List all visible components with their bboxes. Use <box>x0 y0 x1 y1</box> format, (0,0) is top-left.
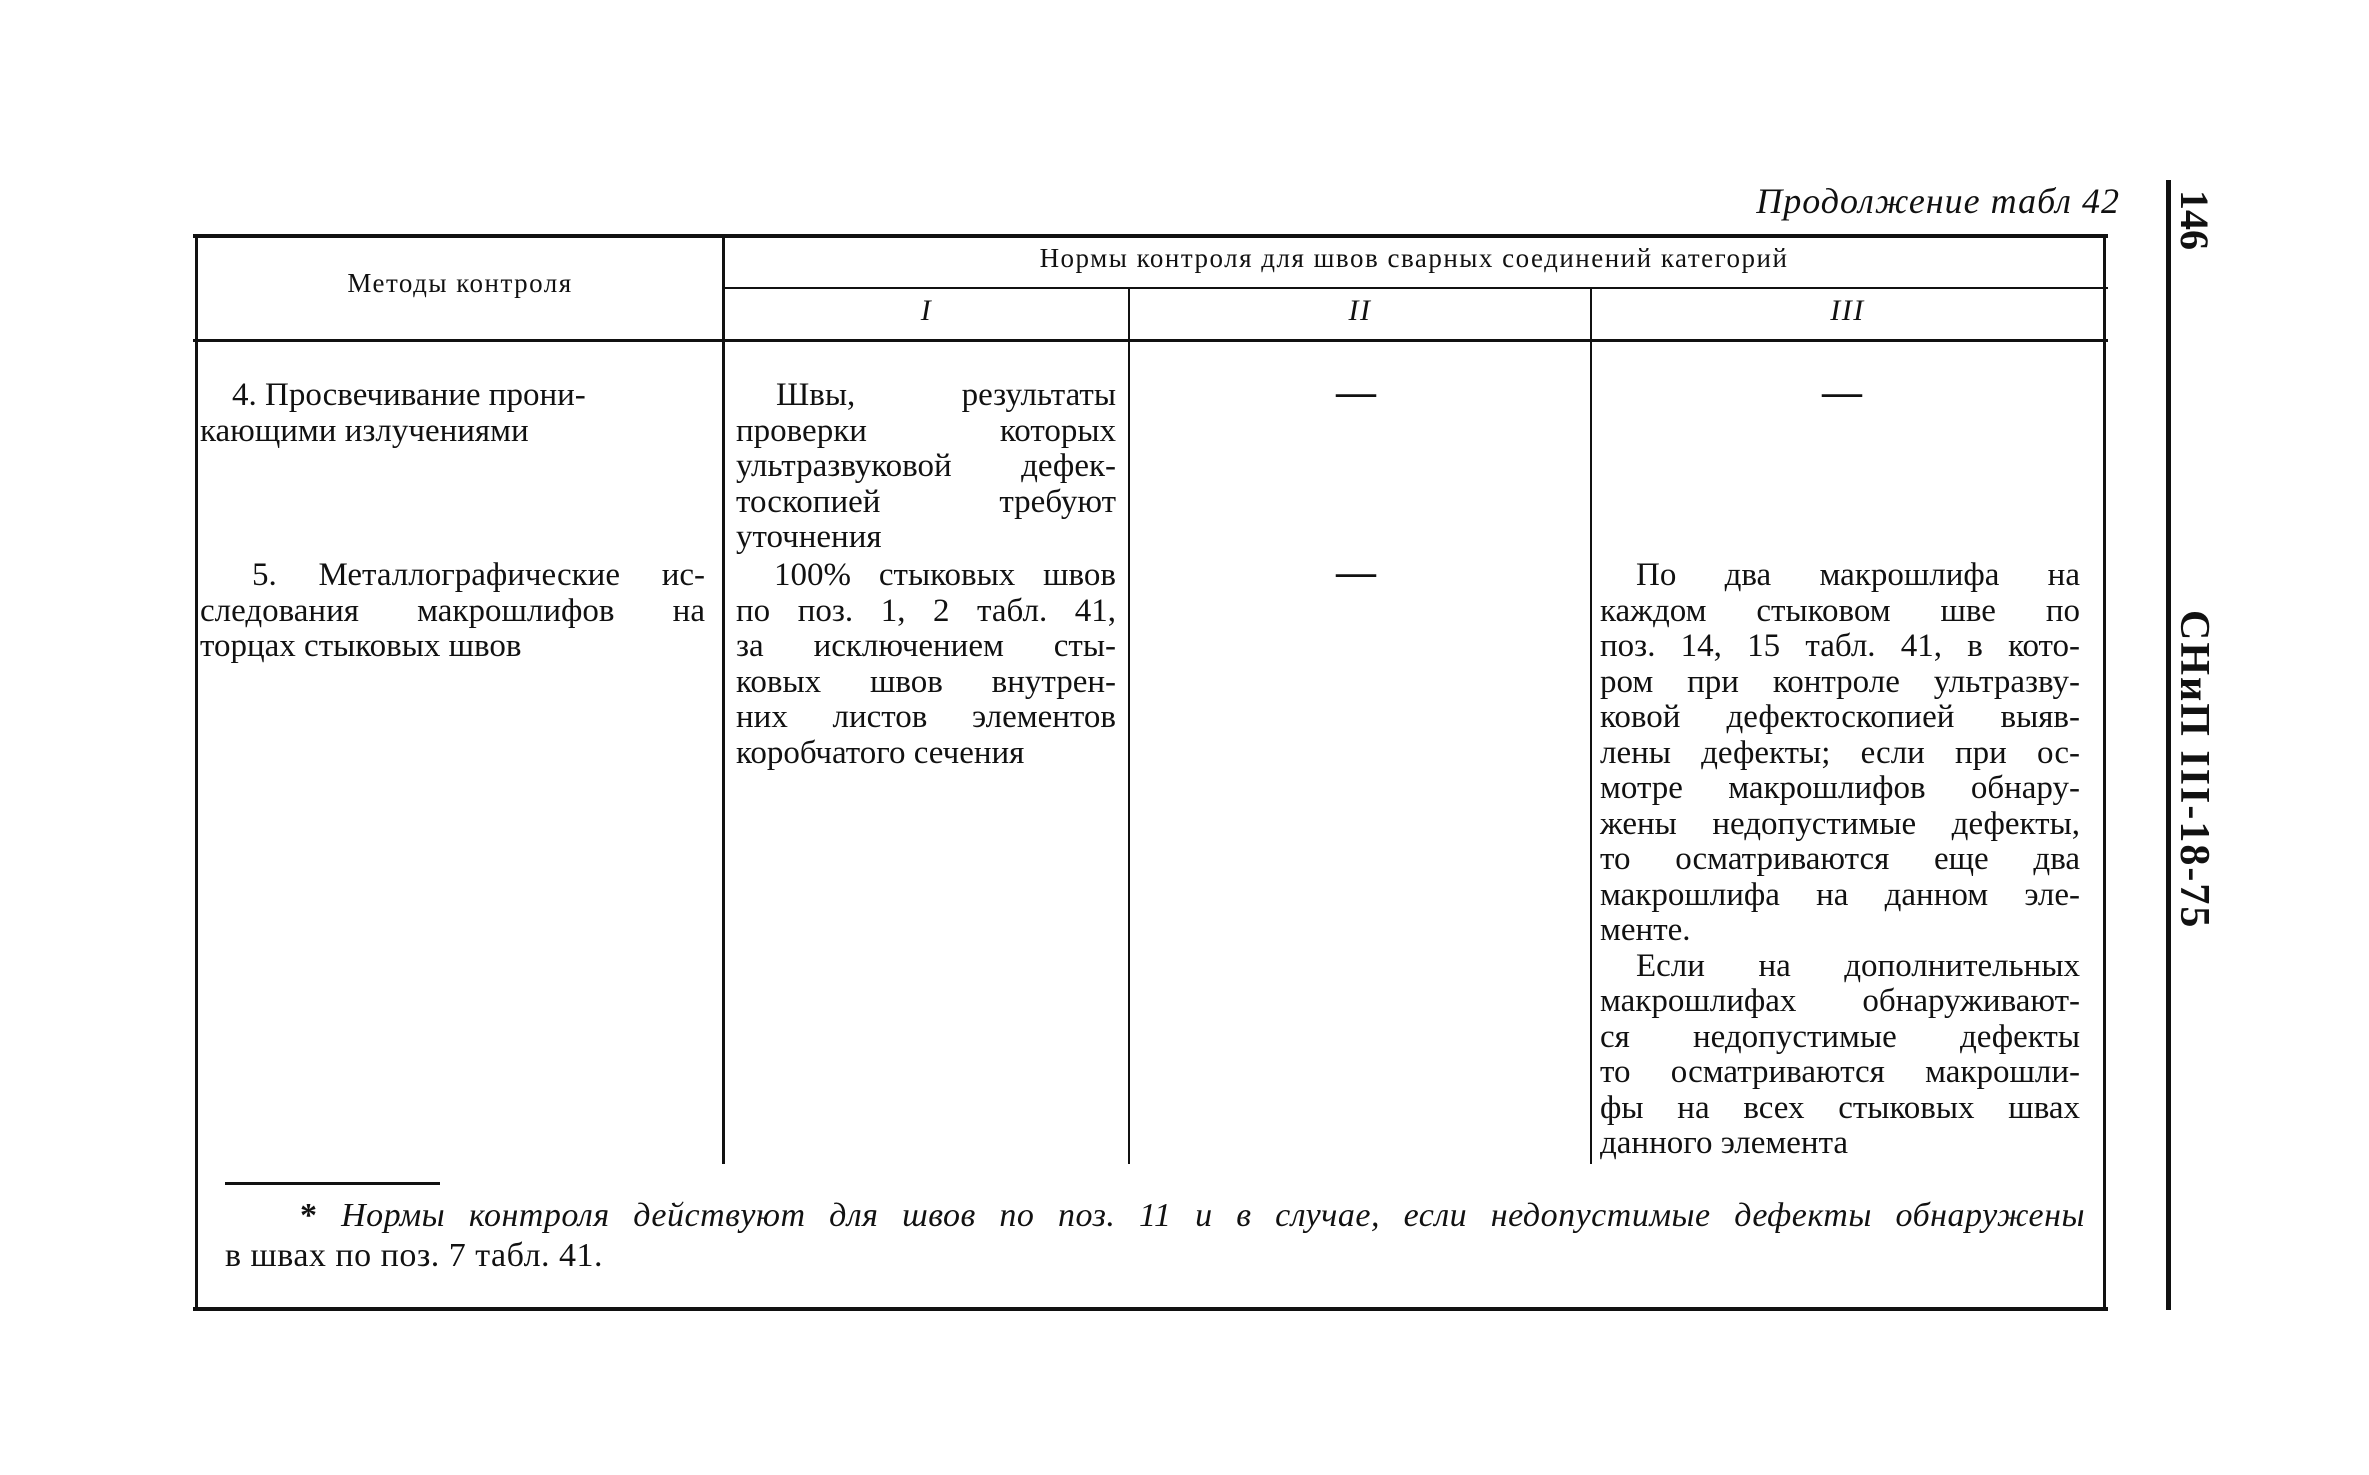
row5-method-line: 5. Металлографические ис- <box>252 557 705 593</box>
table-footnote <box>225 1196 2085 1276</box>
row5-cat-III-line: мотре макрошлифов обнару- <box>1600 770 2080 806</box>
header-norms-group: Нормы контроля для швов сварных соединений категорий <box>1039 243 1789 273</box>
table-left-border <box>195 234 198 1310</box>
header-bottom-border <box>193 339 2108 342</box>
row5-cat-I-line: них листов элементов <box>736 699 1116 735</box>
table-top-border <box>193 234 2108 238</box>
row4-category-I <box>736 378 1116 556</box>
row4-method-line: кающими излучениями <box>200 412 529 449</box>
row5-cat-III-paragraph-1 <box>1600 558 2080 949</box>
column-divider-I <box>1128 289 1130 1164</box>
row5-cat-I-line: коробчатого сечения <box>736 734 1025 771</box>
row5-method-line: следования макрошлифов на <box>200 592 705 629</box>
row5-method-line: торцах стыковых швов <box>200 628 522 664</box>
row5-cat-III-line: ковой дефектоскопией выяв- <box>1600 699 2080 735</box>
row5-cat-I-line: по поз. 1, 2 табл. 41, <box>736 592 1116 629</box>
standard-code: СНиП III-18-75 <box>2171 610 2217 930</box>
row5-cat-III-line: ся недопустимые дефекты <box>1600 1018 2080 1055</box>
row5-category-II-dash: — <box>1336 549 1376 594</box>
row5-cat-III-line: макрошлифах обнаруживают- <box>1600 983 2080 1019</box>
row5-category-III <box>1600 558 2080 1162</box>
row5-cat-I-line: 100% стыковых швов <box>774 557 1116 593</box>
row5-cat-III-line: то осматриваются макрошли- <box>1600 1054 2080 1090</box>
footnote-marker: * <box>300 1197 318 1234</box>
row4-category-III-dash: — <box>1822 369 1862 414</box>
row5-cat-III-line: лены дефекты; если при ос- <box>1600 734 2080 771</box>
footnote-italic-text: Нормы контроля действуют для швов по поз. 11 и в случае, если недопустимые дефекты обнаружены <box>341 1197 2085 1234</box>
row5-cat-III-line: поз. 14, 15 табл. 41, в кото- <box>1600 628 2080 664</box>
row4-cat-I-line: ультразвуковой дефек- <box>736 448 1116 484</box>
row5-cat-I-line: ковых швов внутрен- <box>736 663 1116 700</box>
row5-cat-III-line: фы на всех стыковых швах <box>1600 1089 2080 1126</box>
header-methods: Методы контроля <box>347 268 573 298</box>
header-category-II: II <box>1348 294 1372 327</box>
row5-cat-III-line: макрошлифа на данном эле- <box>1600 876 2080 913</box>
column-divider-method <box>722 234 725 1164</box>
row4-cat-I-line: Швы, результаты <box>776 377 1116 413</box>
row5-cat-III-line: менте. <box>1600 912 1691 948</box>
column-divider-II <box>1590 289 1592 1164</box>
table-right-border <box>2103 234 2106 1310</box>
row4-category-II-dash: — <box>1336 369 1376 414</box>
row4-method <box>200 377 702 449</box>
row4-cat-I-line: уточнения <box>736 519 882 555</box>
table-continuation-caption: Продолжение табл 42 <box>1756 181 2120 221</box>
page-number: 146 <box>2172 190 2217 250</box>
header-group-divider <box>725 287 2108 289</box>
row5-cat-III-line: то осматриваются еще два <box>1600 841 2080 877</box>
row4-cat-I-line: тоскопией требуют <box>736 483 1116 520</box>
row5-cat-III-line: данного элемента <box>1600 1125 1849 1161</box>
header-category-III: III <box>1830 294 1865 327</box>
row5-category-I <box>736 558 1116 771</box>
row5-cat-III-line: жены недопустимые дефекты, <box>1600 805 2080 842</box>
footnote-rest-text: в швах по поз. 7 табл. 41. <box>225 1237 604 1274</box>
footnote-separator <box>225 1182 440 1185</box>
row5-cat-I-line: за исключением сты- <box>736 628 1116 664</box>
row5-cat-III-line: По два макрошлифа на <box>1636 557 2080 593</box>
right-margin-rule <box>2166 180 2171 1310</box>
table-bottom-border <box>193 1307 2108 1311</box>
header-category-I: I <box>920 294 933 327</box>
row4-method-line: 4. Просвечивание прони- <box>232 377 586 413</box>
row5-cat-III-line: Если на дополнительных <box>1636 947 2080 984</box>
row5-cat-III-line: ром при контроле ультразву- <box>1600 663 2080 700</box>
row4-cat-I-line: проверки которых <box>736 412 1116 449</box>
row5-cat-III-paragraph-2 <box>1600 949 2080 1162</box>
row5-method <box>200 558 705 665</box>
row5-cat-III-line: каждом стыковом шве по <box>1600 592 2080 629</box>
